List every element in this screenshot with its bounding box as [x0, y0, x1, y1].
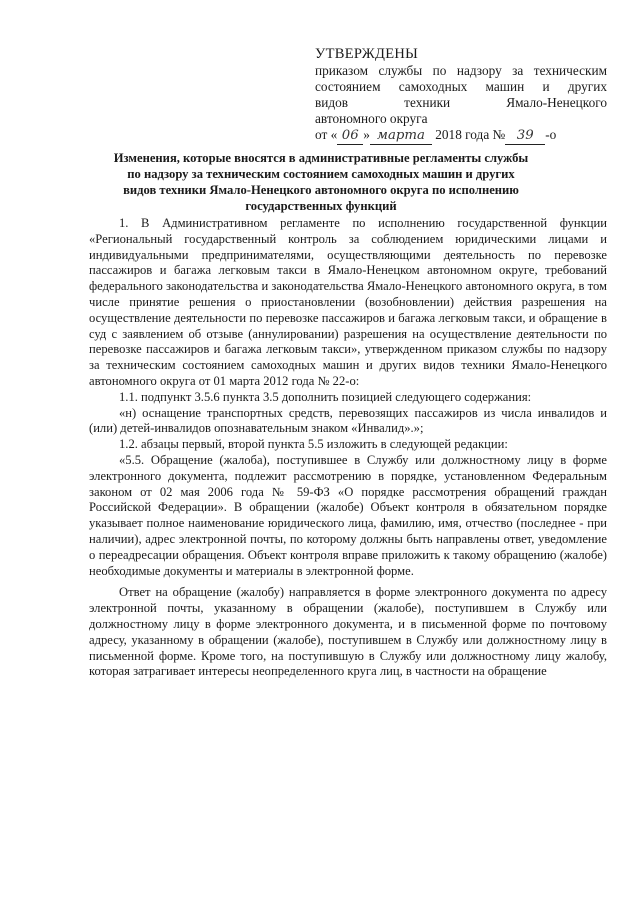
date-month-handwritten: марта	[370, 128, 432, 145]
approval-line: автономного округа	[315, 111, 428, 126]
date-prefix: от «	[315, 127, 338, 142]
paragraph: «н) оснащение транспортных средств, перевозящих пассажиров из числа инвалидов и (или) детей-инвалидов опознавательным знаком «Инвалид».»;	[89, 405, 607, 436]
approval-date-line	[315, 127, 607, 145]
order-suffix: -о	[545, 127, 557, 142]
document-title: Изменения, которые вносятся в административные регламенты службы по надзору за техническим состоянием самоходных машин и других видов техники Ямало-Ненецкого автономного округа по исполнению государственных функций	[113, 151, 529, 213]
date-mid: »	[363, 127, 370, 142]
document-body	[89, 216, 607, 680]
paragraph: 1. В Административном регламенте по исполнению государственной функции «Региональный государственный контроль за соблюдением юридическими лицами и индивидуальными предпринимателями, осуществляющими деятельность по перевозке пассажиров и багажа легковым такси в Ямало-Ненецком автономном округе, требований федерального законодательства и законодательства Ямало-Ненецкого автономного округа, в том числе принятие решения о приостановлении (возобновлении) действия разрешения на осуществление деятельности по перевозке пассажиров и багажа легковым такси, и обращение в суд с заявлением об отзыве (аннулировании) разрешения на осуществление деятельности по перевозке пассажиров и багажа легковым такси», утвержденном приказом службы по надзору за техническим состоянием самоходных машин и других видов техники Ямало-Ненецкого автономного округа от 01 марта 2012 года № 22-о:	[89, 216, 607, 388]
approval-line: приказом службы по надзору за техническим	[315, 63, 607, 78]
paragraph: 1.1. подпункт 3.5.6 пункта 3.5 дополнить позицией следующего содержания:	[119, 389, 532, 404]
paragraph: Ответ на обращение (жалобу) направляется в форме электронного документа по адресу электронной почты, указанному в обращении (жалобе), поступившем в Службу или должностному лицу в форме электронного документа, и в письменной форме по почтовому адресу, указанному в обращении (жалобе), поступившем в Службу или должностному лицу в письменной форме. Кроме того, на поступившую в Службу или должностному лицу жалобу, которая затрагивает интересы неопределенного круга лиц, в частности на обращение	[89, 585, 607, 679]
date-day-handwritten: 06	[337, 128, 363, 145]
approval-heading: УТВЕРЖДЕНЫ	[315, 46, 419, 62]
approval-line: состоянием самоходных машин и других	[315, 79, 607, 94]
approval-block	[315, 46, 607, 145]
order-number-handwritten: 39	[505, 128, 545, 145]
approval-line: видов техники Ямало-Ненецкого	[315, 95, 607, 110]
paragraph: 1.2. абзацы первый, второй пункта 5.5 изложить в следующей редакции:	[119, 437, 508, 452]
paragraph: «5.5. Обращение (жалоба), поступившее в Службу или должностному лицу в форме электронного документа, подлежит рассмотрению в порядке, установленном Федеральным законом от 02 мая 2006 года № 59-ФЗ «О порядке рассмотрения обращений граждан Российской Федерации». В обращении (жалобе) Объект контроля в обязательном порядке указывает полное наименование юридического лица, фамилию, имя, отчество (последнее - при наличии), адрес электронной почты, по которому должны быть направлены ответ, уведомление о переадресации обращения. Объект контроля вправе приложить к такому обращению (жалобе) необходимые документы и материалы в электронной форме.	[89, 452, 607, 578]
date-year-text: 2018 года №	[435, 127, 506, 142]
